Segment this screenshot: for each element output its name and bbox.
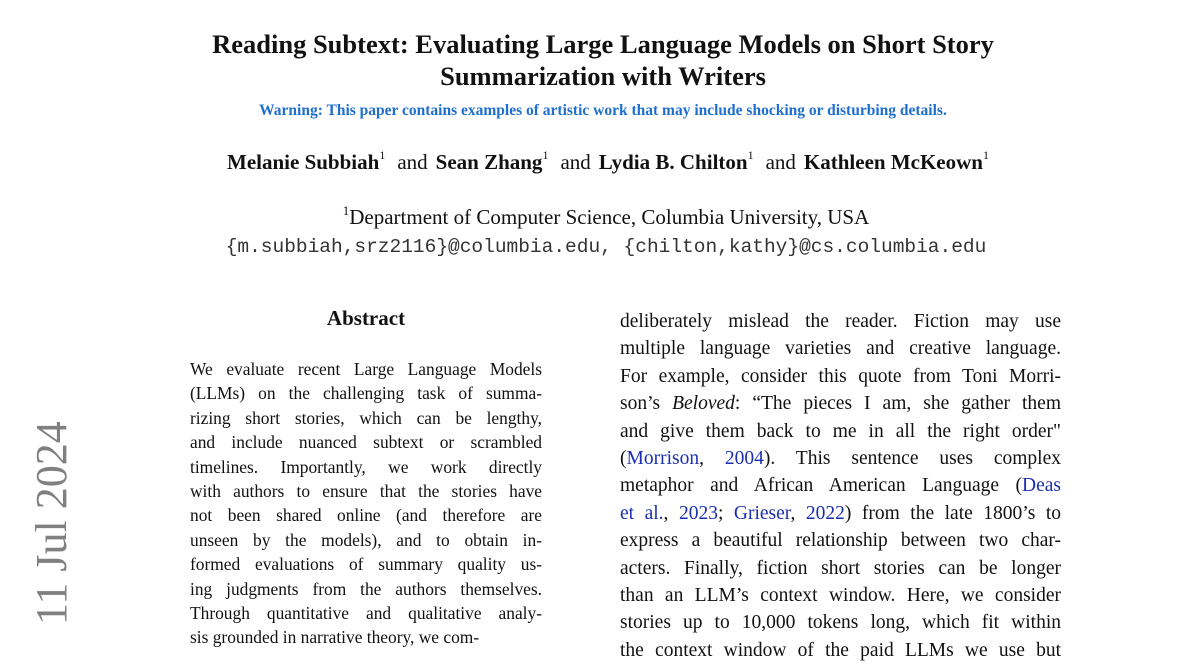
body-line: stories up to 10,000 tokens long, which fit within: [620, 612, 1061, 634]
citation-year-link[interactable]: 2004: [724, 447, 764, 469]
body-text: son’s: [620, 393, 673, 415]
affiliation: [0, 205, 1200, 230]
abstract-line: with authors to ensure that the stories have: [190, 480, 542, 501]
body-text: : “The pieces I am, she gather them: [734, 393, 1061, 415]
author-list: [0, 150, 1200, 175]
body-text: ,: [663, 502, 679, 524]
citation-link-morrison[interactable]: Morrison: [626, 447, 700, 469]
title-line-2: Summarization with Writers: [440, 61, 766, 91]
body-line: [620, 472, 1061, 499]
citation-link-deas-etal[interactable]: et al.: [620, 502, 664, 524]
body-line: [620, 390, 1061, 417]
abstract-line: sis grounded in narrative theory, we com-: [190, 627, 480, 648]
author-name: Melanie Subbiah: [227, 150, 380, 174]
abstract-line: Through quantitative and qualitative analy-: [190, 602, 542, 623]
citation-year-link[interactable]: 2023: [678, 502, 718, 524]
citation-link-deas[interactable]: Deas: [1022, 475, 1061, 497]
author-affil-mark: 1: [379, 148, 386, 162]
body-line: deliberately mislead the reader. Fiction may use: [620, 311, 1061, 332]
and-connector: and: [397, 150, 428, 174]
citation-year-link[interactable]: 2022: [805, 502, 845, 524]
abstract-line: formed evaluations of summary quality us-: [190, 554, 542, 575]
abstract-line: We evaluate recent Large Language Models: [190, 359, 542, 379]
body-text: (: [620, 447, 627, 469]
body-text: ). This sentence uses complex: [763, 447, 1062, 469]
author-affil-mark: 1: [747, 148, 754, 162]
affiliation-text: Department of Computer Science, Columbia University, USA: [349, 205, 870, 229]
author-affil-mark: 1: [982, 148, 989, 162]
body-line: For example, consider this quote from Toni Morri-: [620, 365, 1061, 387]
body-text: metaphor and African American Language (: [620, 475, 1023, 497]
affiliation-mark: 1: [342, 203, 350, 218]
body-line: the context window of the paid LLMs we use but: [620, 639, 1061, 661]
paper-title: [0, 28, 1200, 92]
body-text: ) from the late 1800’s to: [844, 502, 1061, 524]
author-affil-mark: 1: [542, 148, 549, 162]
author-name: Sean Zhang: [435, 150, 543, 174]
abstract-body: [190, 357, 542, 650]
and-connector: and: [560, 150, 591, 174]
arxiv-date-stamp: 11 Jul 2024: [27, 421, 76, 625]
body-line: acters. Finally, fiction short stories can be longer: [620, 557, 1061, 579]
body-line: [620, 500, 1061, 527]
body-line: multiple language varieties and creative language.: [620, 338, 1061, 360]
content-warning: Warning: This paper contains examples of artistic work that may include shocking or disturbing details.: [259, 102, 947, 119]
body-line: and give them back to me in all the right order": [620, 420, 1061, 442]
and-connector: and: [765, 150, 796, 174]
abstract-line: not been shared online (and therefore are: [190, 505, 542, 526]
body-line: [620, 445, 1061, 472]
abstract-line: unseen by the models), and to obtain in-: [190, 529, 542, 550]
author-name: Lydia B. Chilton: [598, 150, 748, 174]
intro-body-text: [620, 308, 1061, 664]
abstract-line: and include nuanced subtext or scrambled: [190, 432, 542, 453]
title-line-1: Reading Subtext: Evaluating Large Language Models on Short Story: [212, 29, 994, 59]
abstract-heading: Abstract: [326, 306, 406, 330]
body-line: than an LLM’s context window. Here, we consider: [620, 584, 1061, 606]
author-emails: {m.subbiah,srz2116}@columbia.edu, {chilton,kathy}@cs.columbia.edu: [225, 236, 987, 258]
citation-link-grieser[interactable]: Grieser: [733, 502, 791, 524]
author-name: Kathleen McKeown: [803, 150, 983, 174]
book-title-italic: Beloved: [672, 393, 735, 415]
body-line: express a beautiful relationship between two char-: [620, 530, 1061, 552]
body-text: ,: [699, 447, 725, 469]
abstract-line: timelines. Importantly, we work directly: [190, 456, 542, 477]
body-text: ;: [717, 502, 734, 524]
abstract-line: ing judgments from the authors themselves.: [190, 578, 542, 599]
body-text: ,: [790, 502, 806, 524]
abstract-line: rizing short stories, which can be lengthy,: [190, 407, 542, 428]
abstract-line: (LLMs) on the challenging task of summa-: [190, 383, 542, 404]
